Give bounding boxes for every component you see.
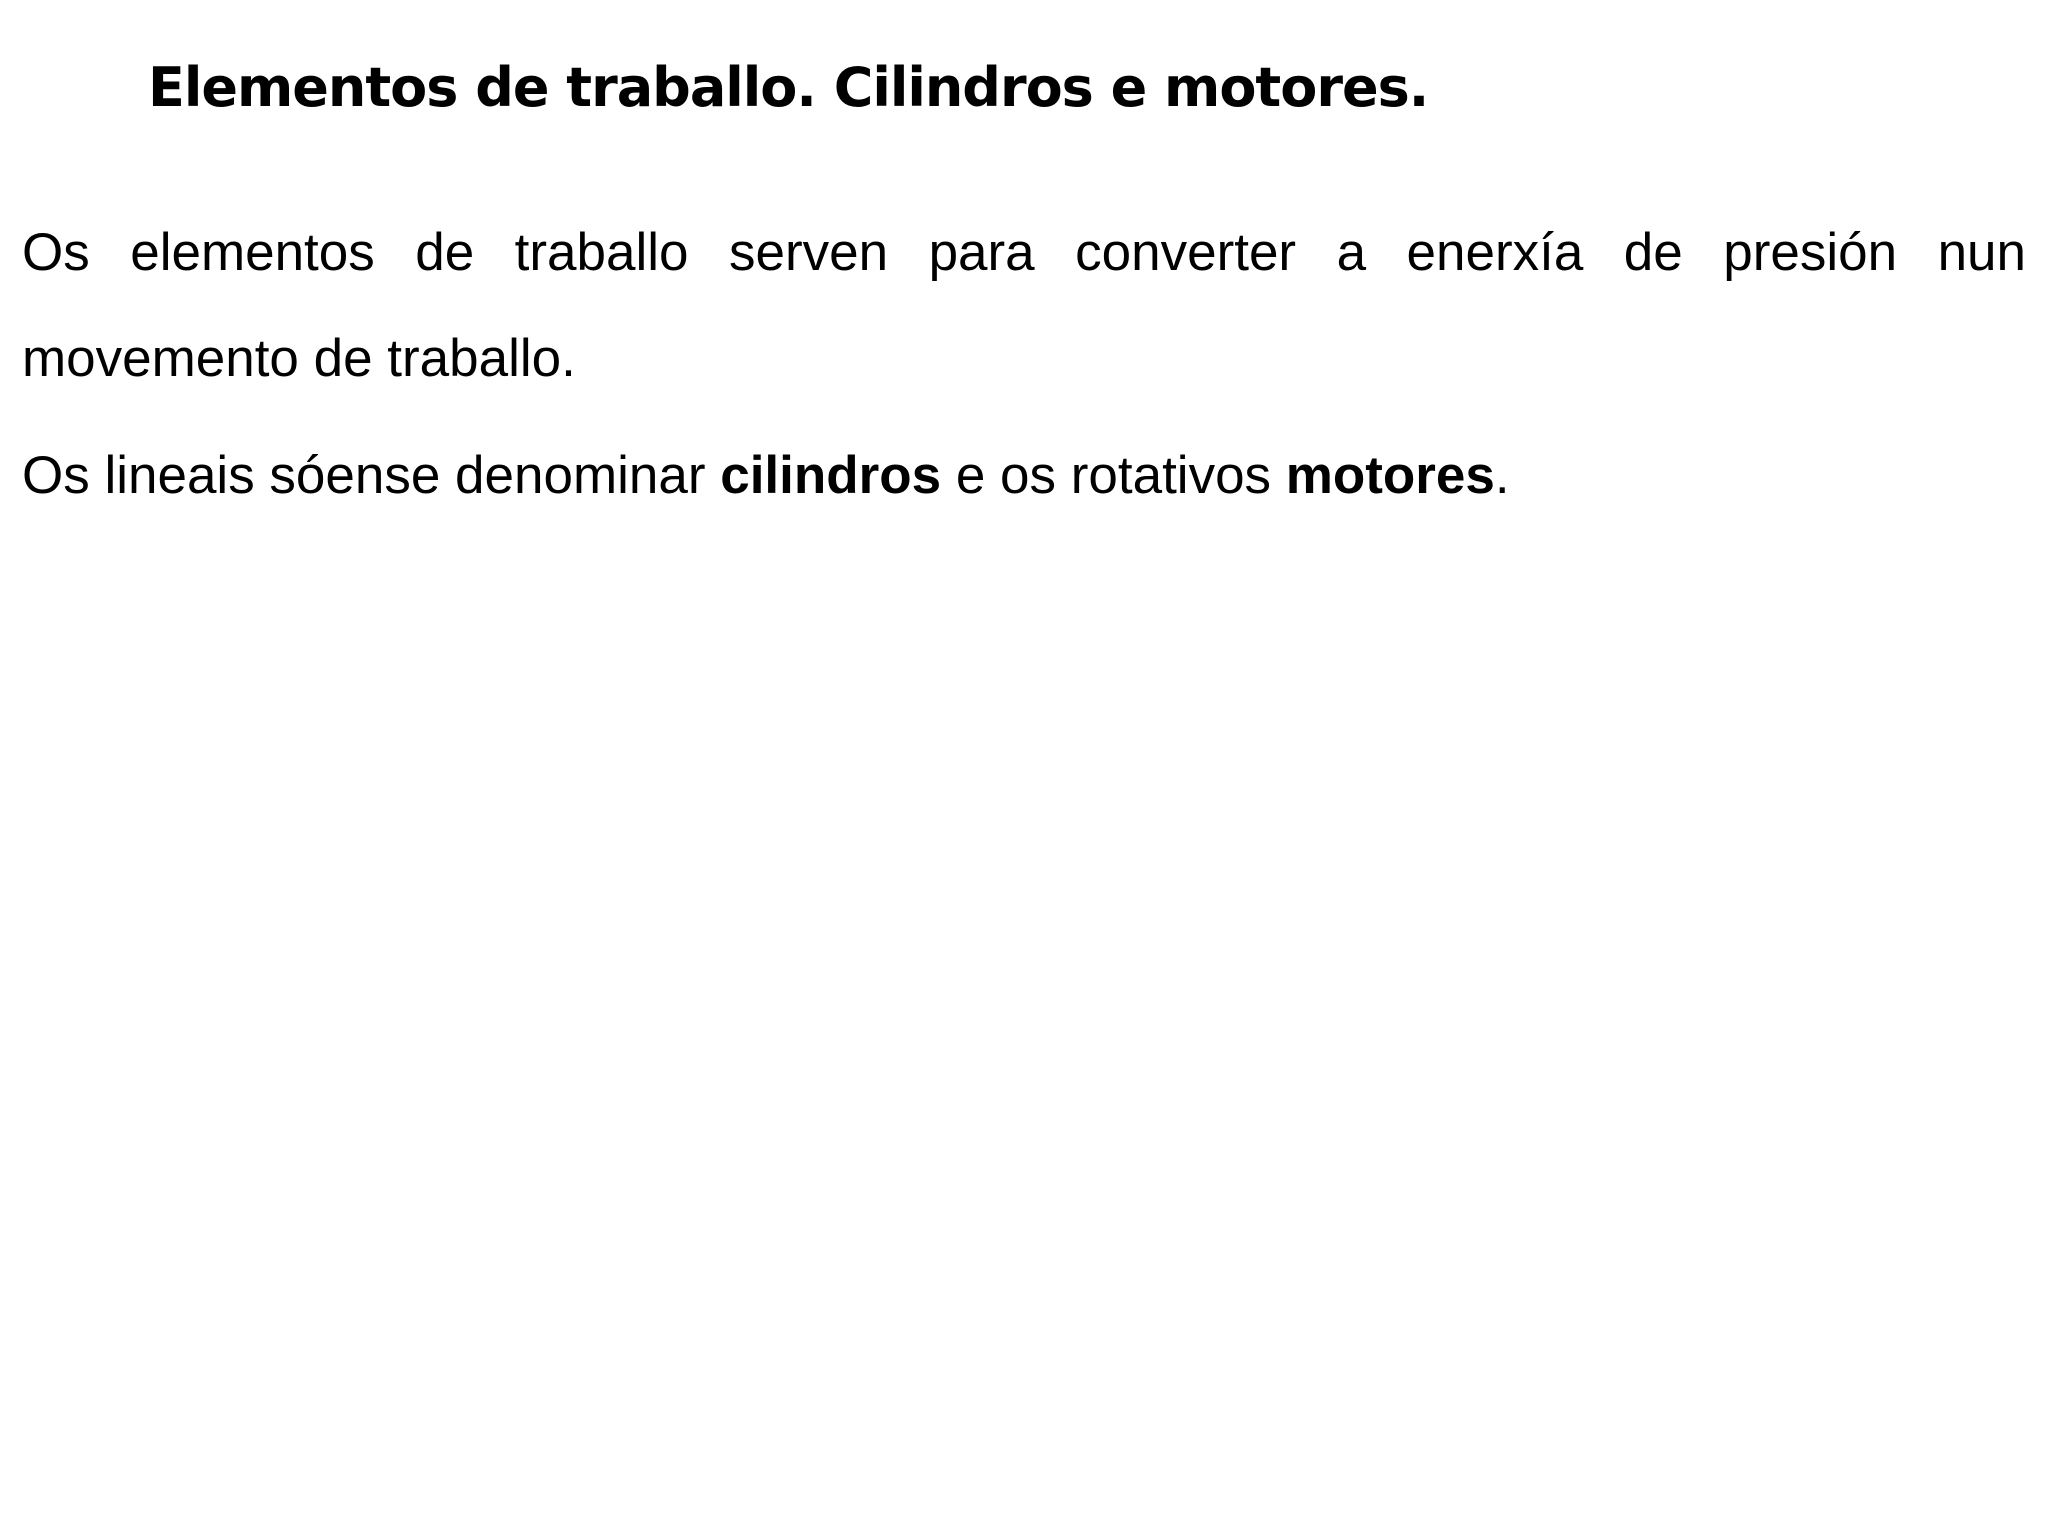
term-motors: motores bbox=[1285, 446, 1495, 505]
term-cylinders: cilindros bbox=[720, 446, 942, 505]
slide-title: Elementos de traballo. Cilindros e motores. bbox=[148, 56, 1429, 119]
paragraph-types-text-1: Os lineais sóense denominar bbox=[22, 446, 721, 505]
paragraph-definition: Os elementos de traballo serven para converter a enerxía de presión nun movemento de traballo. bbox=[22, 223, 2026, 388]
paragraph-types bbox=[22, 423, 2026, 529]
paragraph-types-text-2: e os rotativos bbox=[941, 446, 1286, 505]
paragraph-types-text-3: . bbox=[1494, 446, 1510, 505]
slide-body bbox=[22, 200, 2026, 529]
